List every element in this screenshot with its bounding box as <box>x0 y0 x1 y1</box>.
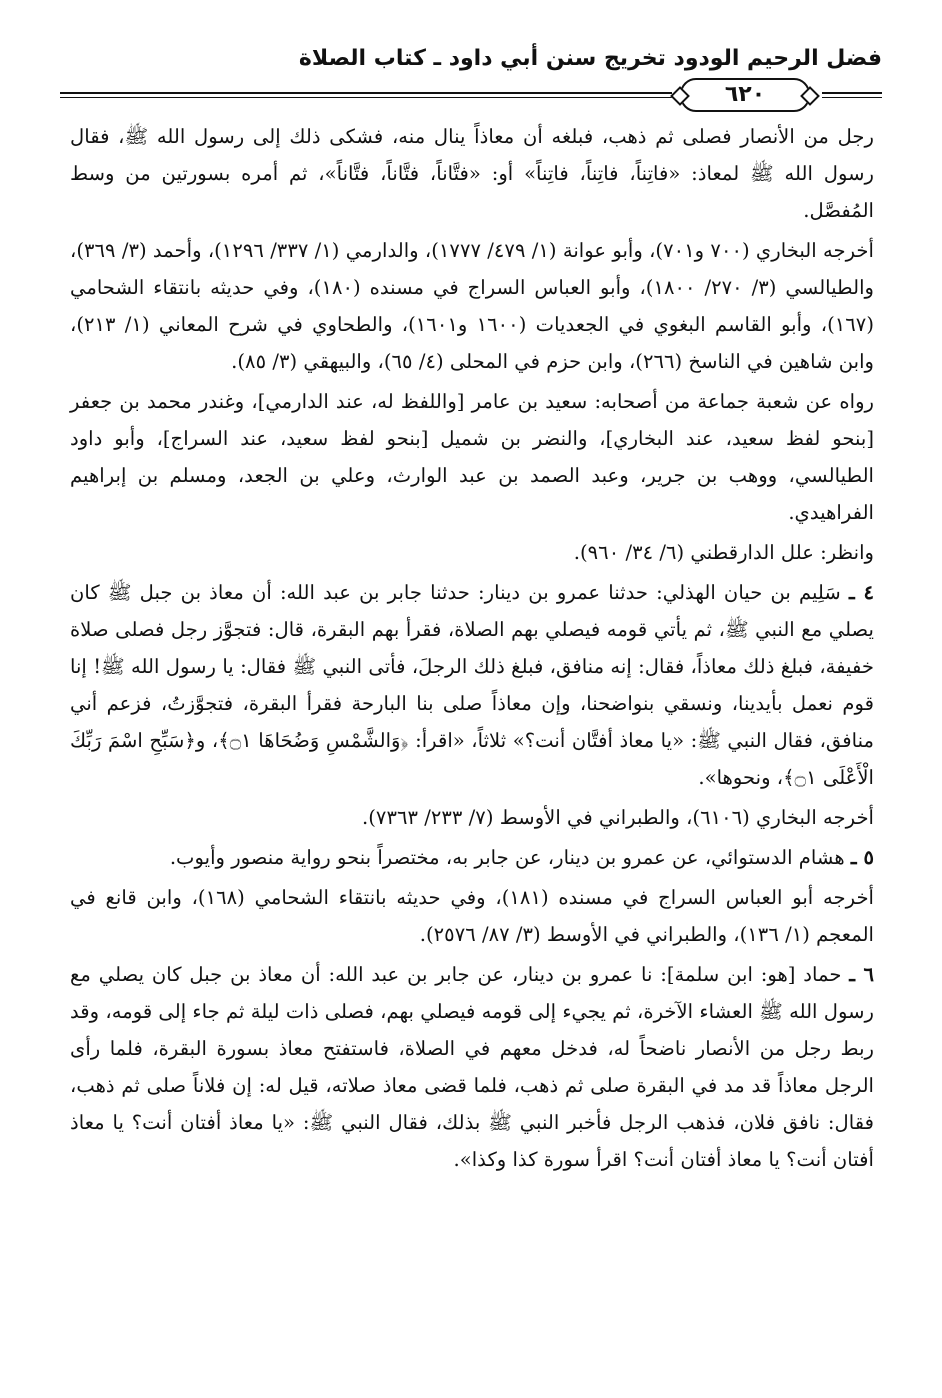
item-number: ٤ ـ <box>849 581 875 604</box>
paragraph-text: سَلِيم بن حيان الهذلي: حدثنا عمرو بن دينار: حدثنا جابر بن عبد الله: أن معاذ بن جبل ﷺ كان يصلي مع النبي ﷺ، ثم يأتي قومه فيصلي بهم الصلاة، فقرأ بهم البقرة، قال: فتجوَّز رجل فصلى صلاة خفيفة، فبلغ ذلك معاذاً، فقال: إنه منافق، فبلغ ذلك الرجلَ، فأتى النبي ﷺ فقال: يا رسول الله ﷺ! إنا قوم نعمل بأيدينا، ونسقي بنواضحنا، وإن معاذاً صلى بنا البارحة فقرأ البقرة، فتجوَّزتُ، فزعم أني منافق، فقال النبي ﷺ: «يا معاذ أفتَّان أنت؟» ثلاثاً، «اقرأ: ﴿وَالشَّمْسِ وَضُحَاهَا ۝١﴾، و﴿سَبِّحِ اسْمَ رَبِّكَ الْأَعْلَى ۝١﴾، ونحوها». <box>70 581 874 789</box>
header-rule <box>60 78 882 112</box>
paragraph-text: رواه عن شعبة جماعة من أصحابه: سعيد بن عامر [واللفظ له، عند الدارمي]، وغندر محمد بن جعفر [بنحو لفظ سعيد، عند البخاري]، والنضر بن شميل [بنحو لفظ سعيد، عند السراج]، وأبو داود الطيالسي، ووهب بن جرير، وعبد الصمد بن عبد الوارث، وعلي بن الجعد، ومسلم بن إبراهيم الفراهيدي. <box>70 390 874 524</box>
paragraph <box>70 799 874 836</box>
paragraph-text: حماد [هو: ابن سلمة]: نا عمرو بن دينار، عن جابر بن عبد الله: أن معاذ بن جبل كان يصلي مع رسول الله ﷺ العشاء الآخرة، ثم يجيء إلى قومه فيصلي بهم، فصلى ذات ليلة ثم جاء إلى قومه، وقد ربط رجل من الأنصار ناضحاً له، فدخل معهم في الصلاة، فاستفتح معاذ بسورة البقرة، فلما رأى الرجل معاذاً قد مد في البقرة صلى ثم ذهب، فلما قضى معاذ صلاته، قيل له: إن فلاناً صلى ثم ذهب، فقال: نافق فلان، فذهب الرجل فأخبر النبي ﷺ بذلك، فقال النبي ﷺ: «يا معاذ أفتان أنت؟ يا معاذ أفتان أنت؟ يا معاذ أفتان أنت؟ اقرأ سورة كذا وكذا». <box>70 963 874 1171</box>
paragraph-text: هشام الدستوائي، عن عمرو بن دينار، عن جابر به، مختصراً بنحو رواية منصور وأيوب. <box>169 846 845 869</box>
page-body <box>70 118 874 1181</box>
paragraph <box>70 879 874 953</box>
page-header <box>60 38 882 108</box>
page-number: ٦٢٠ <box>680 78 810 112</box>
item-number: ٦ ـ <box>849 963 875 986</box>
paragraph-text: رجل من الأنصار فصلى ثم ذهب، فبلغه أن معاذاً ينال منه، فشكى ذلك إلى رسول الله ﷺ، فقال رسول الله ﷺ لمعاذ: «فاتِناً، فاتِناً، فاتِناً» أو: «فتَّاناً، فتَّاناً، فتَّاناً»، ثم أمره بسورتين من وسط المُفصَّل. <box>70 125 874 222</box>
paragraph-text: أخرجه أبو العباس السراج في مسنده (١٨١)، وفي حديثه بانتقاء الشحامي (١٦٨)، وابن قانع في المعجم (١/ ١٣٦)، والطبراني في الأوسط (٣/ ٨٧/ ٢٥٧٦). <box>70 886 874 946</box>
header-rule-right <box>822 92 882 98</box>
paragraph <box>70 118 874 229</box>
paragraph <box>70 956 874 1178</box>
item-number: ٥ ـ <box>850 846 874 869</box>
paragraph-text: أخرجه البخاري (٦١٠٦)، والطبراني في الأوسط (٧/ ٢٣٣/ ٧٣٦٣). <box>362 806 874 829</box>
paragraph <box>70 383 874 531</box>
header-rule-left <box>60 92 672 98</box>
running-title: فضل الرحيم الودود تخريج سنن أبي داود ـ كتاب الصلاة <box>298 46 882 71</box>
paragraph <box>70 574 874 796</box>
paragraph <box>70 232 874 380</box>
paragraph <box>70 839 874 876</box>
paragraph-text: أخرجه البخاري (٧٠٠ و٧٠١)، وأبو عوانة (١/ ٤٧٩/ ١٧٧٧)، والدارمي (١/ ٣٣٧/ ١٢٩٦)، وأحمد (٣/ ٣٦٩)، والطيالسي (٣/ ٢٧٠/ ١٨٠٠)، وأبو العباس السراج في مسنده (١٨٠)، وفي حديثه بانتقاء الشحامي (١٦٧)، وأبو القاسم البغوي في الجعديات (١٦٠٠ و١٦٠١)، والطحاوي في شرح المعاني (١/ ٢١٣)، وابن شاهين في الناسخ (٢٦٦)، وابن حزم في المحلى (٤/ ٦٥)، والبيهقي (٣/ ٨٥). <box>70 239 874 373</box>
paragraph <box>70 534 874 571</box>
paragraph-text: وانظر: علل الدارقطني (٦/ ٣٤/ ٩٦٠). <box>573 541 874 564</box>
